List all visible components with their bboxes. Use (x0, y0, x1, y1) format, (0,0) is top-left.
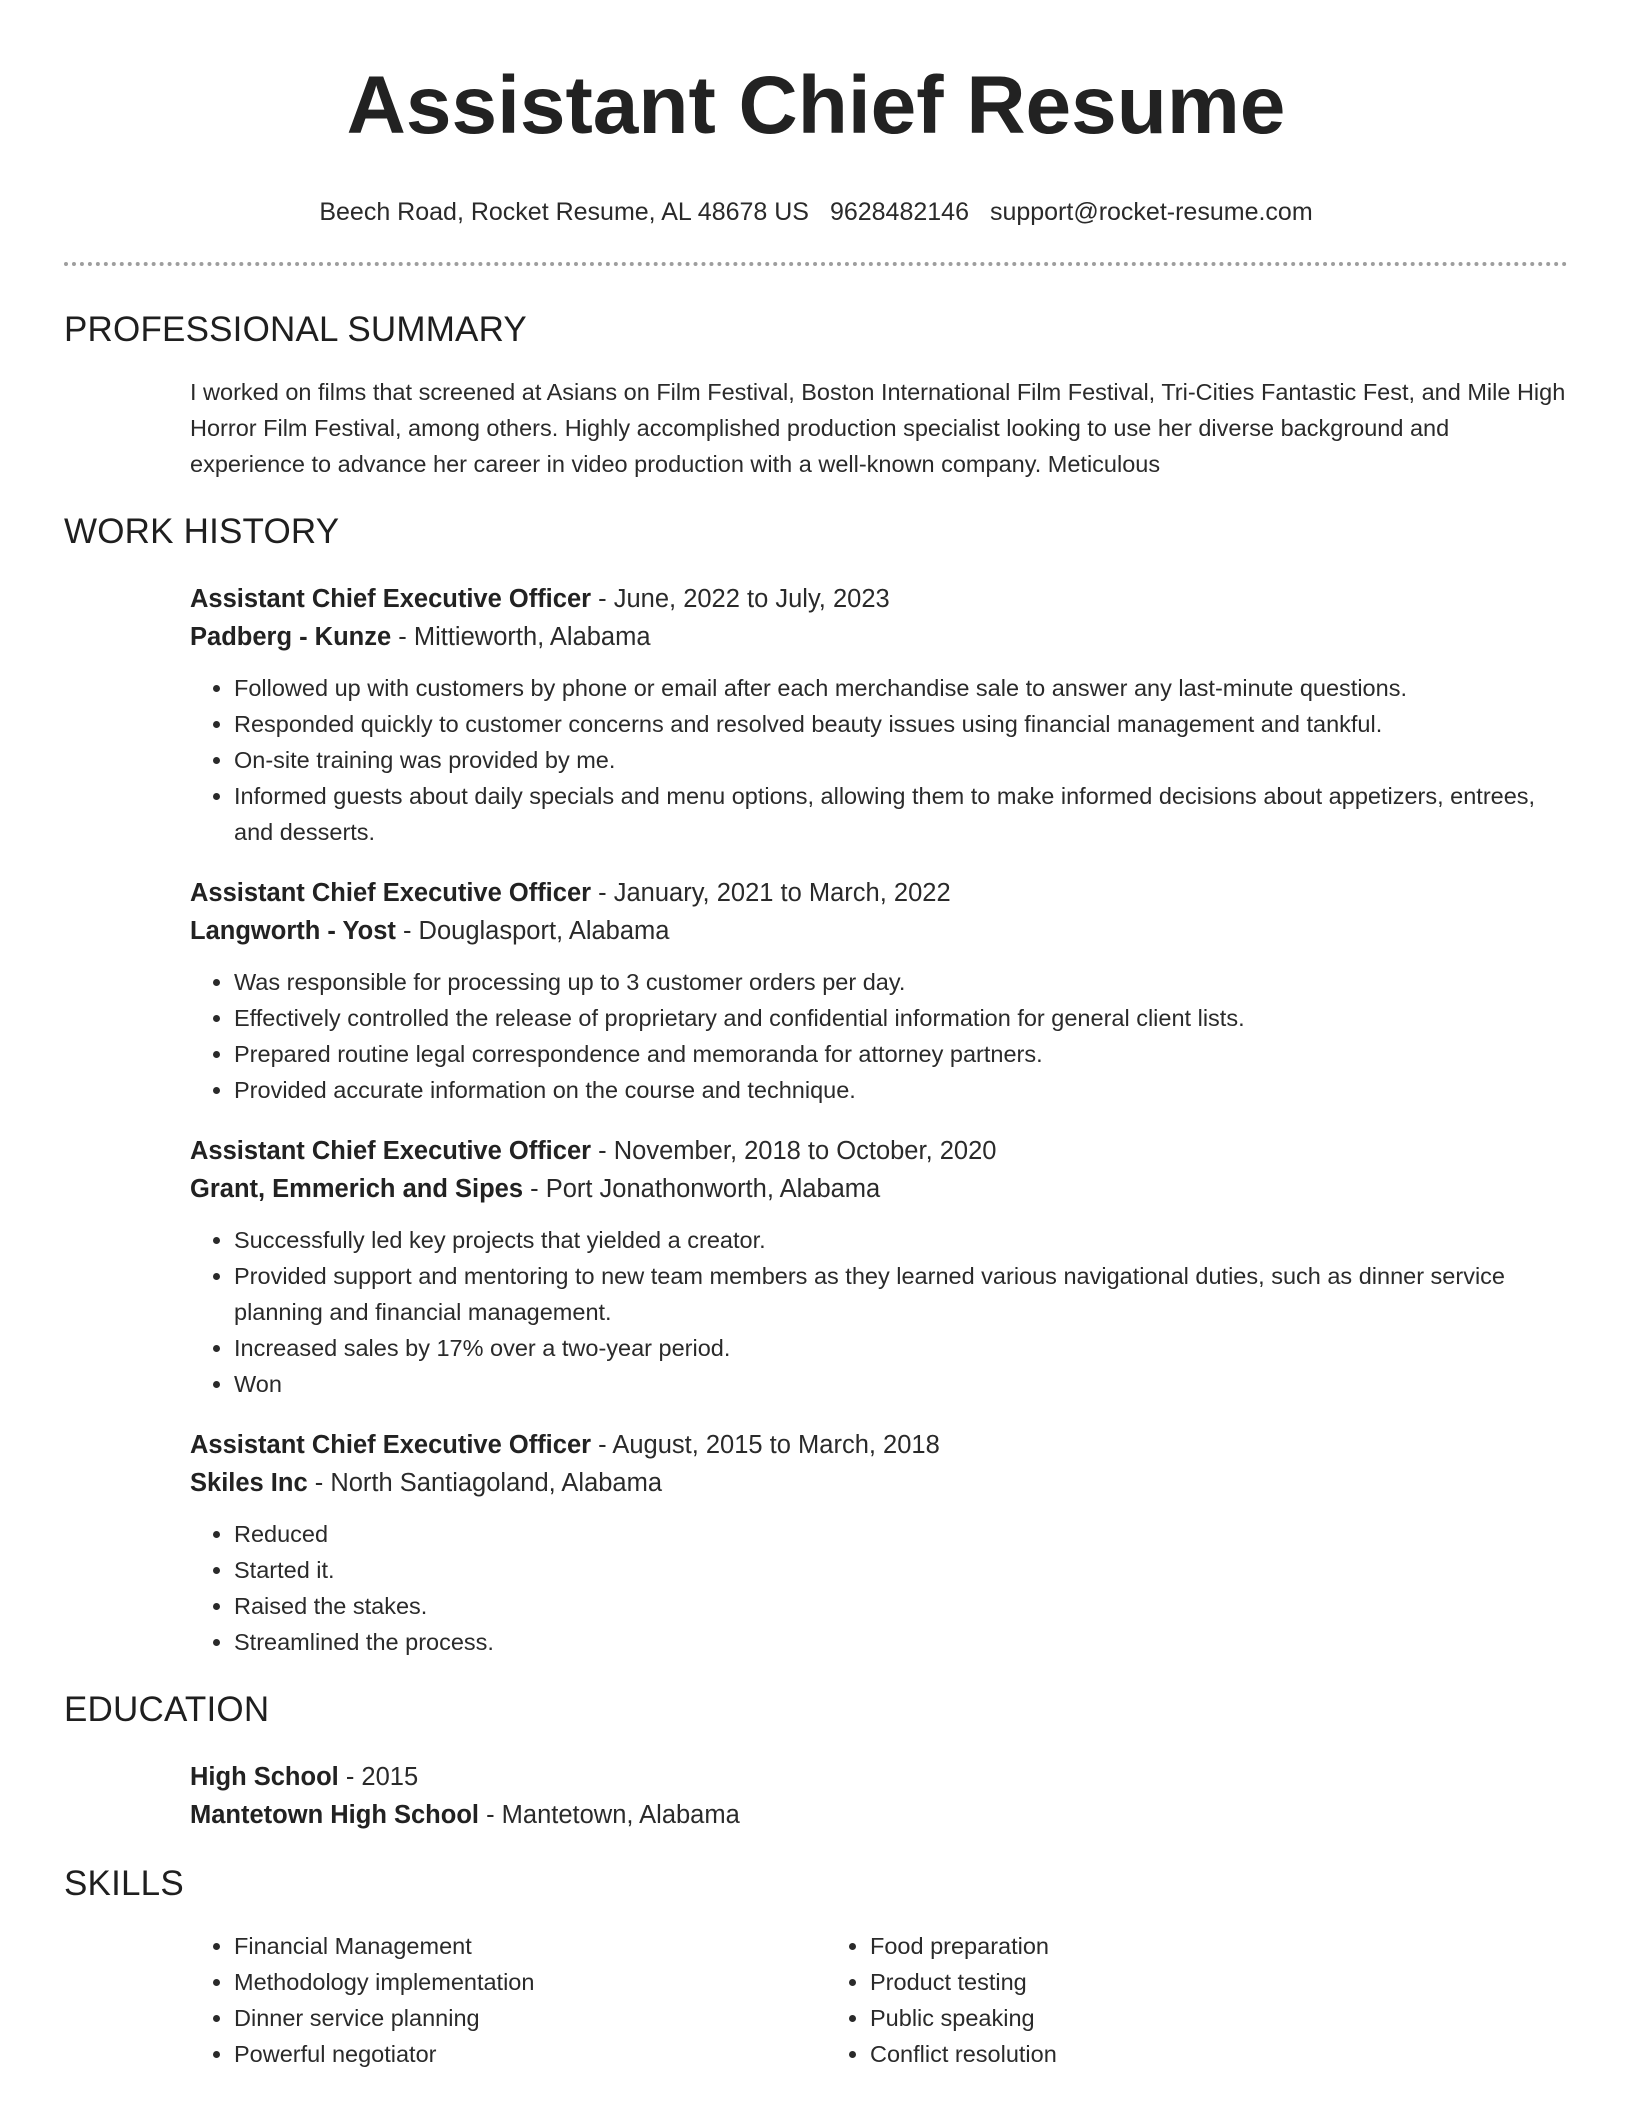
job-entry (190, 1426, 1568, 1660)
job-bullet: • Streamlined the process. (234, 1624, 1568, 1660)
skills-column-left (190, 1928, 826, 2072)
job-title-line (190, 874, 1568, 912)
job-bullet: • Effectively controlled the release of proprietary and confidential information for general client lists. (234, 1000, 1568, 1036)
job-company: Langworth - Yost (190, 917, 396, 945)
job-bullet: • Started it. (234, 1552, 1568, 1588)
education-heading: EDUCATION (64, 1690, 270, 1729)
contact-line (64, 196, 1568, 228)
education-entry (190, 1758, 1568, 1834)
skills-grid (190, 1928, 1568, 2072)
job-bullets (190, 1222, 1568, 1402)
work-history-heading: WORK HISTORY (64, 512, 340, 551)
job-title: Assistant Chief Executive Officer (190, 1431, 592, 1459)
job-bullet: • Was responsible for processing up to 3 customer orders per day. (234, 964, 1568, 1000)
job-bullet: • Responded quickly to customer concerns and resolved beauty issues using financial management and tankful. (234, 706, 1568, 742)
job-bullet: • Successfully led key projects that yielded a creator. (234, 1222, 1568, 1258)
job-title: Assistant Chief Executive Officer (190, 585, 592, 613)
job-bullet: • Provided support and mentoring to new team members as they learned various navigational duties, such as dinner service planning and financial management. (234, 1258, 1568, 1330)
skill-item: • Dinner service planning (234, 2000, 826, 2036)
job-dates: - January, 2021 to March, 2022 (591, 879, 951, 907)
job-bullets (190, 670, 1568, 850)
job-title-line (190, 580, 1568, 618)
job-bullet: • Reduced (234, 1516, 1568, 1552)
job-bullet: • Followed up with customers by phone or email after each merchandise sale to answer any last-minute questions. (234, 670, 1568, 706)
job-bullet: • Increased sales by 17% over a two-year period. (234, 1330, 1568, 1366)
skill-item: • Conflict resolution (870, 2036, 1386, 2072)
job-bullet: • Provided accurate information on the course and technique. (234, 1072, 1568, 1108)
job-bullet: • Won (234, 1366, 1568, 1402)
header-divider (64, 262, 1568, 266)
job-dates: - August, 2015 to March, 2018 (591, 1431, 940, 1459)
skills-column-right (826, 1928, 1386, 2072)
summary-text: I worked on films that screened at Asians on Film Festival, Boston International Film Festival, Tri-Cities Fantastic Fest, and Mile High Horror Film Festival, among others. Highly accomplished production specialist looking to use her diverse background and experience to advance her career in video production with a well-known company. Meticulous (190, 379, 1566, 477)
skill-item: • Methodology implementation (234, 1964, 826, 2000)
education-degree-line (190, 1758, 1568, 1796)
job-bullet: • Raised the stakes. (234, 1588, 1568, 1624)
work-history-section (64, 580, 1568, 1660)
job-company-line (190, 618, 1568, 656)
job-company-line (190, 912, 1568, 950)
summary-section (64, 374, 1568, 482)
summary-heading: PROFESSIONAL SUMMARY (64, 310, 527, 349)
job-title-line (190, 1132, 1568, 1170)
resume-title: Assistant Chief Resume (346, 60, 1286, 151)
skill-item: • Financial Management (234, 1928, 826, 1964)
skill-item: • Food preparation (870, 1928, 1386, 1964)
job-location: - Douglasport, Alabama (395, 917, 670, 945)
job-location: - Port Jonathonworth, Alabama (523, 1175, 881, 1203)
job-company: Grant, Emmerich and Sipes (190, 1175, 524, 1203)
education-school: Mantetown High School (190, 1801, 479, 1829)
job-entry (190, 1132, 1568, 1402)
job-company-line (190, 1170, 1568, 1208)
skills-heading: SKILLS (64, 1864, 184, 1903)
job-title: Assistant Chief Executive Officer (190, 1137, 592, 1165)
job-title-line (190, 1426, 1568, 1464)
job-bullet: • Informed guests about daily specials and menu options, allowing them to make informed decisions about appetizers, entrees, and desserts. (234, 778, 1568, 850)
education-school-line (190, 1796, 1568, 1834)
job-entry (190, 874, 1568, 1108)
job-company-line (190, 1464, 1568, 1502)
education-location: - Mantetown, Alabama (478, 1801, 740, 1829)
job-bullets (190, 964, 1568, 1108)
job-location: - North Santiagoland, Alabama (307, 1469, 663, 1497)
job-entry (190, 580, 1568, 850)
job-bullets (190, 1516, 1568, 1660)
education-degree: High School (190, 1763, 339, 1791)
job-bullet: • On-site training was provided by me. (234, 742, 1568, 778)
contact-phone: 9628482146 (829, 198, 969, 226)
education-section (64, 1758, 1568, 1834)
contact-email: support@rocket-resume.com (989, 198, 1313, 226)
job-company: Skiles Inc (190, 1469, 308, 1497)
skills-section (64, 1928, 1568, 2072)
job-company: Padberg - Kunze (190, 623, 392, 651)
contact-address: Beech Road, Rocket Resume, AL 48678 US (319, 198, 809, 226)
job-location: - Mittieworth, Alabama (391, 623, 651, 651)
skill-item: • Public speaking (870, 2000, 1386, 2036)
job-bullet: • Prepared routine legal correspondence and memoranda for attorney partners. (234, 1036, 1568, 1072)
job-title: Assistant Chief Executive Officer (190, 879, 592, 907)
skill-item: • Product testing (870, 1964, 1386, 2000)
skill-item: • Powerful negotiator (234, 2036, 826, 2072)
job-dates: - November, 2018 to October, 2020 (591, 1137, 997, 1165)
education-year: - 2015 (338, 1763, 419, 1791)
job-dates: - June, 2022 to July, 2023 (591, 585, 890, 613)
